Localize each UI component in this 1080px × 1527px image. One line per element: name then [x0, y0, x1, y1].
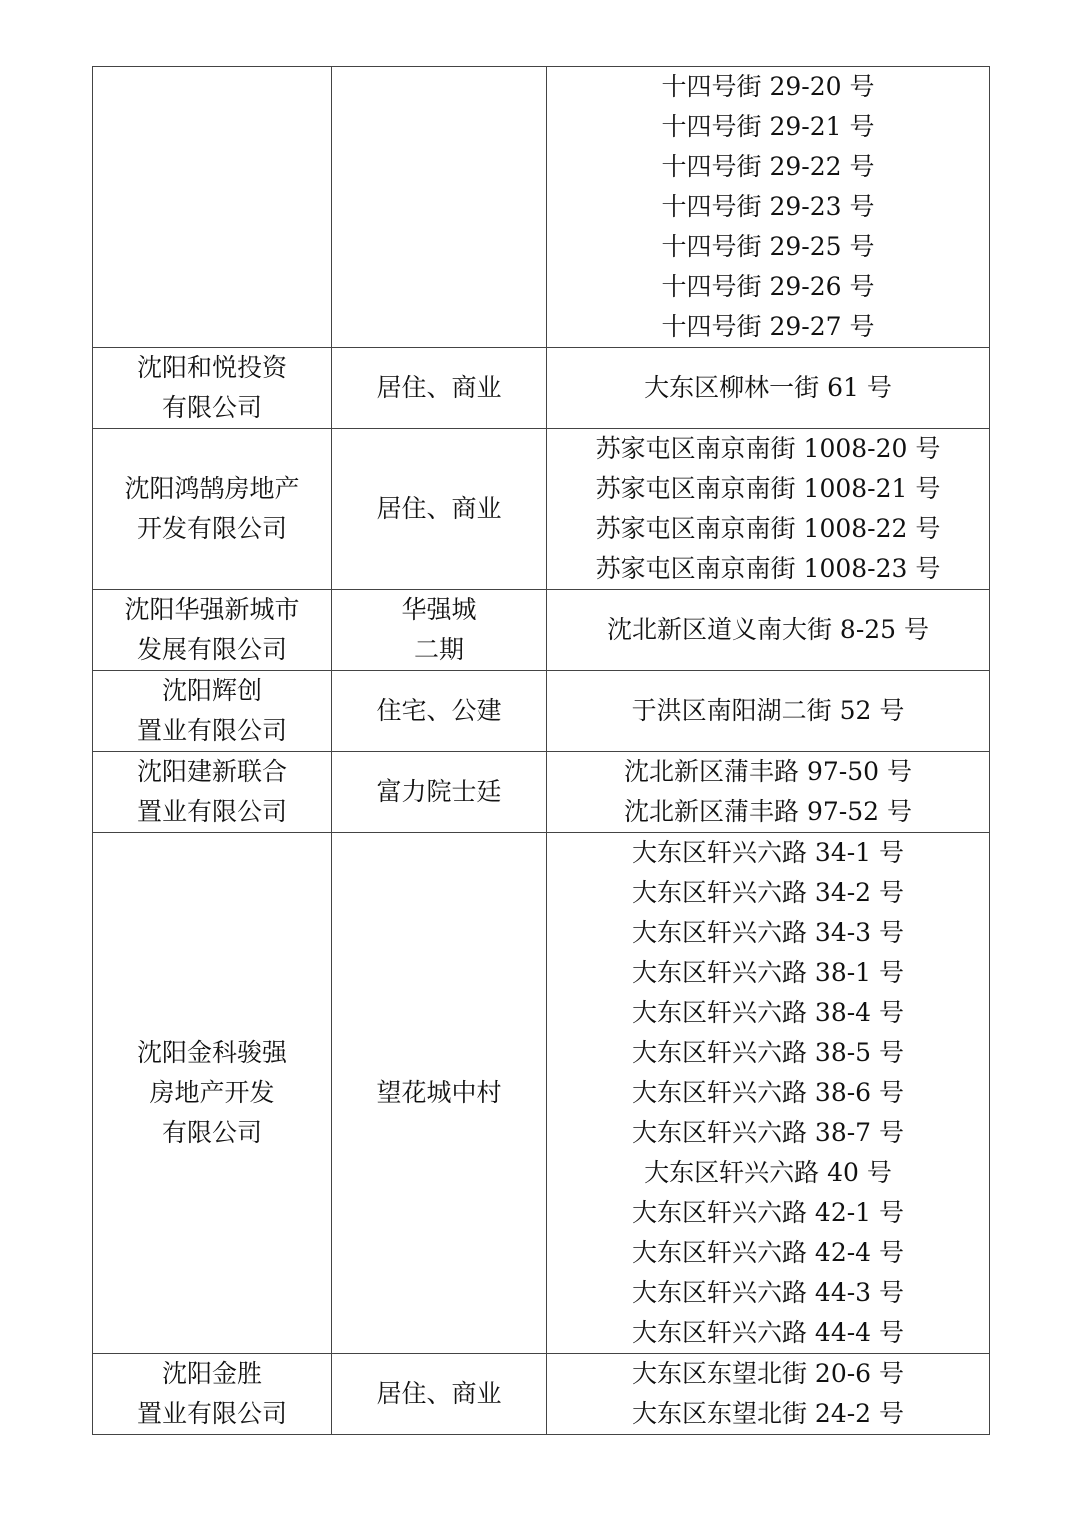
address-line: 大东区轩兴六路 42-1 号 [631, 1198, 905, 1227]
table-body [93, 67, 990, 1435]
address-line: 苏家屯区南京南街 1008-22 号 [595, 514, 941, 543]
company-cell [93, 348, 332, 429]
project-type-line: 居住、商业 [376, 1379, 502, 1408]
address-line: 沈北新区蒲丰路 97-52 号 [624, 797, 912, 826]
project-type-line: 居住、商业 [376, 373, 502, 402]
address-line: 大东区轩兴六路 40 号 [644, 1158, 892, 1187]
address-line: 十四号街 29-25 号 [661, 232, 875, 261]
company-cell [93, 429, 332, 590]
company-cell [93, 67, 332, 348]
property-table [92, 66, 990, 1435]
company-name-line: 开发有限公司 [136, 514, 287, 543]
company-name-line: 沈阳华强新城市 [124, 595, 300, 624]
address-cell [547, 833, 990, 1354]
company-cell [93, 671, 332, 752]
address-cell [547, 1354, 990, 1435]
company-cell [93, 752, 332, 833]
table-row [93, 1354, 990, 1435]
company-name-line: 发展有限公司 [136, 635, 287, 664]
address-line: 大东区轩兴六路 34-1 号 [631, 838, 905, 867]
table-row [93, 429, 990, 590]
address-cell [547, 590, 990, 671]
project-type-line: 居住、商业 [376, 494, 502, 523]
address-line: 大东区轩兴六路 38-6 号 [631, 1078, 905, 1107]
address-line: 大东区轩兴六路 42-4 号 [631, 1238, 905, 1267]
company-cell [93, 833, 332, 1354]
company-name-line: 沈阳鸿鹄房地产 [124, 474, 300, 503]
address-cell [547, 671, 990, 752]
project-type-line: 华强城 [401, 595, 477, 624]
address-line: 大东区东望北街 24-2 号 [631, 1399, 905, 1428]
company-name-line: 房地产开发 [149, 1078, 275, 1107]
table-row [93, 590, 990, 671]
company-name-line: 置业有限公司 [136, 716, 287, 745]
address-line: 十四号街 29-21 号 [661, 112, 875, 141]
company-name-line: 有限公司 [161, 1118, 262, 1147]
table-row [93, 671, 990, 752]
table-row [93, 833, 990, 1354]
type-cell [332, 752, 547, 833]
project-type-line: 望花城中村 [376, 1078, 502, 1107]
address-line: 十四号街 29-22 号 [661, 152, 875, 181]
company-name-line: 置业有限公司 [136, 1399, 287, 1428]
project-type-line: 富力院士廷 [376, 777, 502, 806]
address-line: 苏家屯区南京南街 1008-20 号 [595, 434, 941, 463]
address-line: 大东区轩兴六路 44-4 号 [631, 1318, 905, 1347]
table-row [93, 348, 990, 429]
project-type-line: 二期 [413, 635, 464, 664]
company-name-line: 沈阳辉创 [161, 676, 262, 705]
address-line: 大东区轩兴六路 38-4 号 [631, 998, 905, 1027]
project-type-line: 住宅、公建 [376, 696, 502, 725]
type-cell [332, 429, 547, 590]
type-cell [332, 67, 547, 348]
address-cell [547, 348, 990, 429]
address-line: 十四号街 29-27 号 [661, 312, 875, 341]
type-cell [332, 1354, 547, 1435]
address-line: 十四号街 29-23 号 [661, 192, 875, 221]
address-line: 大东区轩兴六路 34-3 号 [631, 918, 905, 947]
address-line: 十四号街 29-26 号 [661, 272, 875, 301]
address-line: 十四号街 29-20 号 [661, 72, 875, 101]
address-line: 大东区轩兴六路 44-3 号 [631, 1278, 905, 1307]
type-cell [332, 590, 547, 671]
address-cell [547, 67, 990, 348]
company-name-line: 沈阳和悦投资 [136, 353, 287, 382]
company-name-line: 沈阳金胜 [161, 1359, 262, 1388]
type-cell [332, 833, 547, 1354]
company-name-line: 沈阳金科骏强 [136, 1038, 287, 1067]
address-line: 大东区轩兴六路 38-1 号 [631, 958, 905, 987]
address-line: 沈北新区道义南大街 8-25 号 [606, 615, 930, 644]
company-name-line: 有限公司 [161, 393, 262, 422]
company-cell [93, 1354, 332, 1435]
address-line: 于洪区南阳湖二街 52 号 [631, 696, 905, 725]
type-cell [332, 348, 547, 429]
table-row [93, 67, 990, 348]
address-line: 大东区东望北街 20-6 号 [631, 1359, 905, 1388]
address-line: 苏家屯区南京南街 1008-21 号 [595, 474, 941, 503]
company-name-line: 沈阳建新联合 [136, 757, 287, 786]
company-name-line: 置业有限公司 [136, 797, 287, 826]
address-line: 大东区轩兴六路 38-5 号 [631, 1038, 905, 1067]
table-row [93, 752, 990, 833]
address-line: 大东区轩兴六路 38-7 号 [631, 1118, 905, 1147]
address-line: 苏家屯区南京南街 1008-23 号 [595, 554, 941, 583]
type-cell [332, 671, 547, 752]
address-line: 沈北新区蒲丰路 97-50 号 [624, 757, 912, 786]
company-cell [93, 590, 332, 671]
address-line: 大东区轩兴六路 34-2 号 [631, 878, 905, 907]
address-cell [547, 752, 990, 833]
address-line: 大东区柳林一街 61 号 [644, 373, 892, 402]
address-cell [547, 429, 990, 590]
